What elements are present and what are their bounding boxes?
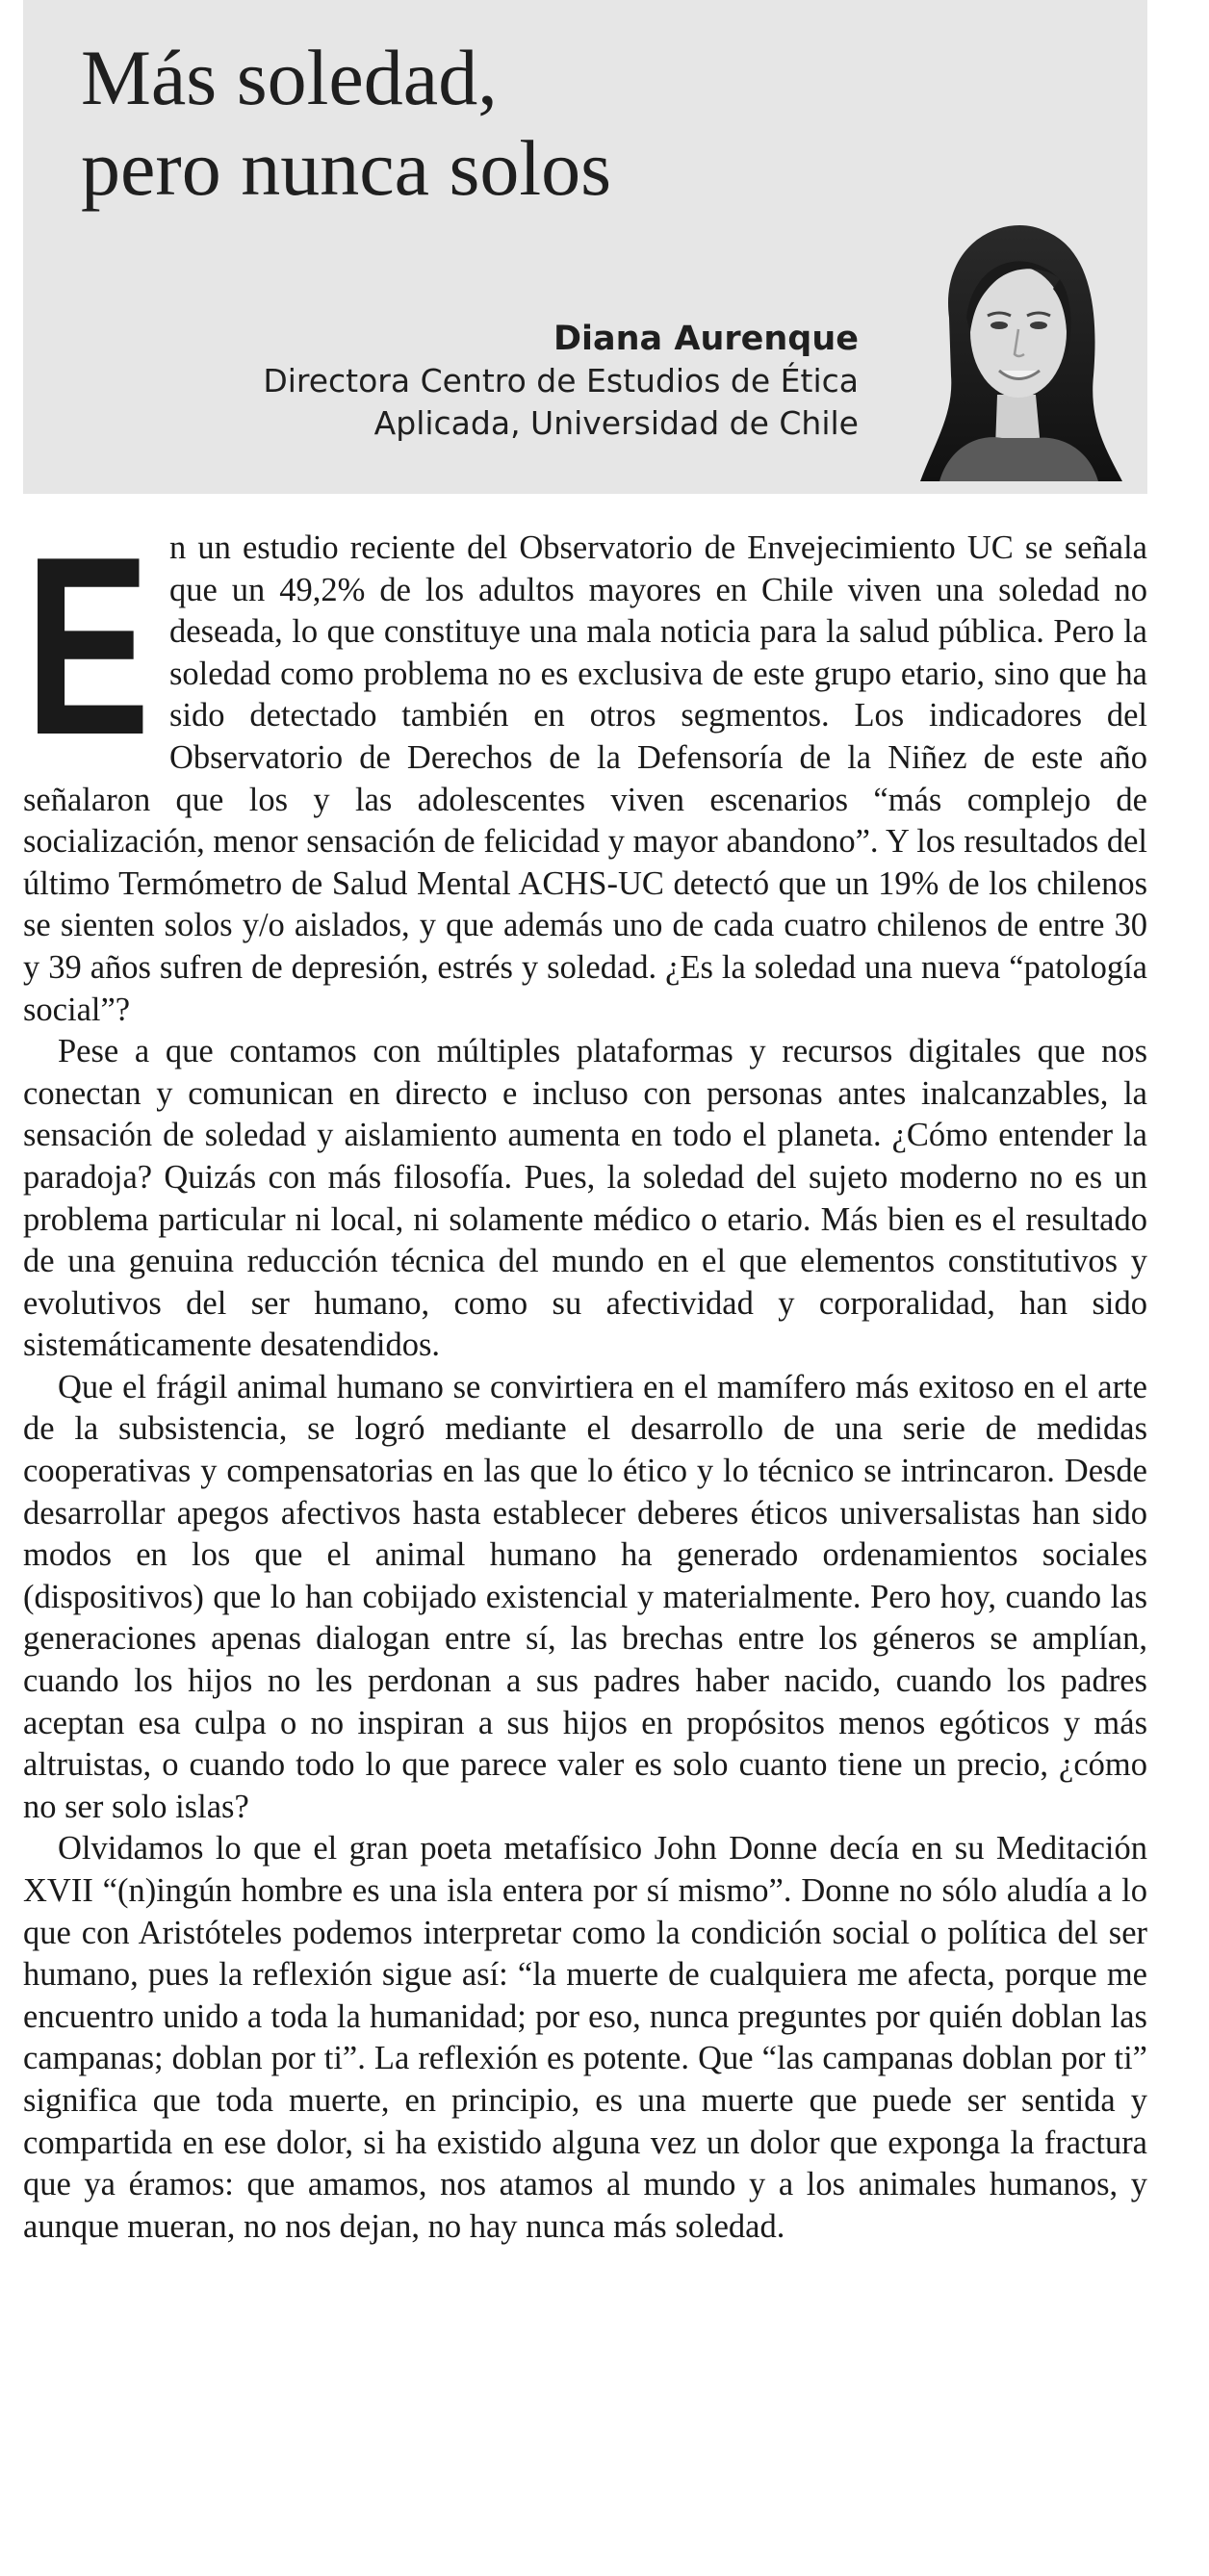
author-role (263, 360, 859, 445)
article-paragraph-2: Pese a que contamos con múltiples plataformas y recursos digitales que nos conectan y comunican en directo e incluso con personas antes inalcanzables, la sensación de soledad y aislamiento aumenta en todo el planeta. ¿Cómo entender la paradoja? Quizás con más filosofía. Pues, la soledad del sujeto moderno no es un problema particular ni local, ni solamente médico o etario. Más bien es el resultado de una genuina reducción técnica del mundo en el que elementos constitutivos y evolutivos del ser humano, como su afectividad y corporalidad, han sido sistemáticamente desatendidos. (23, 1033, 1147, 1364)
author-role-line-1: Directora Centro de Estudios de Ética (263, 362, 859, 399)
svg-text:E: E (25, 503, 150, 787)
author-byline (263, 318, 859, 445)
paragraph-1-text: n un estudio reciente del Observatorio de Envejecimiento UC se señala que un 49,2% de los adultos mayores en Chile viven una soledad no deseada, lo que constituye una mala noticia para la salud pública. Pero la soledad como problema no es exclusiva de este grupo etario, sino que ha sido detectado también en otros segmentos. Los indicadores del Observatorio de Derechos de la Defensoría de la Niñez de este año señalaron que los y las adolescentes viven escenarios “más complejo de socialización, menor sensación de felicidad y mayor abandono”. Y los resultados del último Termómetro de Salud Mental ACHS-UC detectó que un 19% de los chilenos se sienten solos y/o aislados, y que además uno de cada cuatro chilenos de entre 30 y 39 años sufren de depresión, estrés y soledad. ¿Es la soledad una nueva “patología social”? (23, 529, 1147, 1028)
title-line-1: Más soledad, (81, 34, 498, 121)
article-paragraph-3: Que el frágil animal humano se convirtiera en el mamífero más exitoso en el arte de la subsistencia, se logró mediante el desarrollo de una serie de medidas cooperativas y compensatorias en las que lo ético y lo técnico se intrincaron. Desde desarrollar apegos afectivos hasta establecer deberes éticos universalistas han sido modos en los que el animal humano ha generado ordenamientos sociales (dispositivos) que lo han cobijado existencial y materialmente. Pero hoy, cuando las generaciones apenas dialogan entre sí, las brechas entre los géneros se amplían, cuando los hijos no les perdonan a sus padres haber nacido, cuando los padres aceptan esa culpa o no inspiran a sus hijos en propósitos menos egóticos y más altruistas, o cuando todo lo que parece valer es solo cuanto tiene un precio, ¿cómo no ser solo islas? (23, 1368, 1147, 1825)
article-title (81, 33, 611, 214)
drop-cap (23, 503, 152, 787)
author-role-line-2: Aplicada, Universidad de Chile (373, 404, 859, 442)
article-paragraph-4: Olvidamos lo que el gran poeta metafísico John Donne decía en su Meditación XVII “(n)ingún hombre es una isla entera por sí mismo”. Donne no sólo aludía a lo que con Aristóteles podemos interpretar como la condición social o política del ser humano, pues la reflexión sigue así: “la muerte de cualquiera me afecta, porque me encuentro unido a toda la humanidad; por eso, nunca preguntes por quién doblan las campanas; doblan por ti”. La reflexión es potente. Que “las campanas doblan por ti” significa que toda muerte, en principio, es una muerte que puede ser sentida y compartida en ese dolor, si ha existido alguna vez un dolor que exponga la fractura que ya éramos: que amamos, nos atamos al mundo y a los animales humanos, y aunque mueran, no nos dejan, no hay nunca más soledad. (23, 1830, 1147, 2245)
author-portrait-icon (882, 202, 1142, 481)
title-line-2: pero nunca solos (81, 124, 612, 212)
article-body (23, 503, 1147, 2248)
article-paragraph-1 (23, 503, 1147, 1031)
article-header (23, 0, 1147, 494)
author-name: Diana Aurenque (553, 320, 859, 358)
